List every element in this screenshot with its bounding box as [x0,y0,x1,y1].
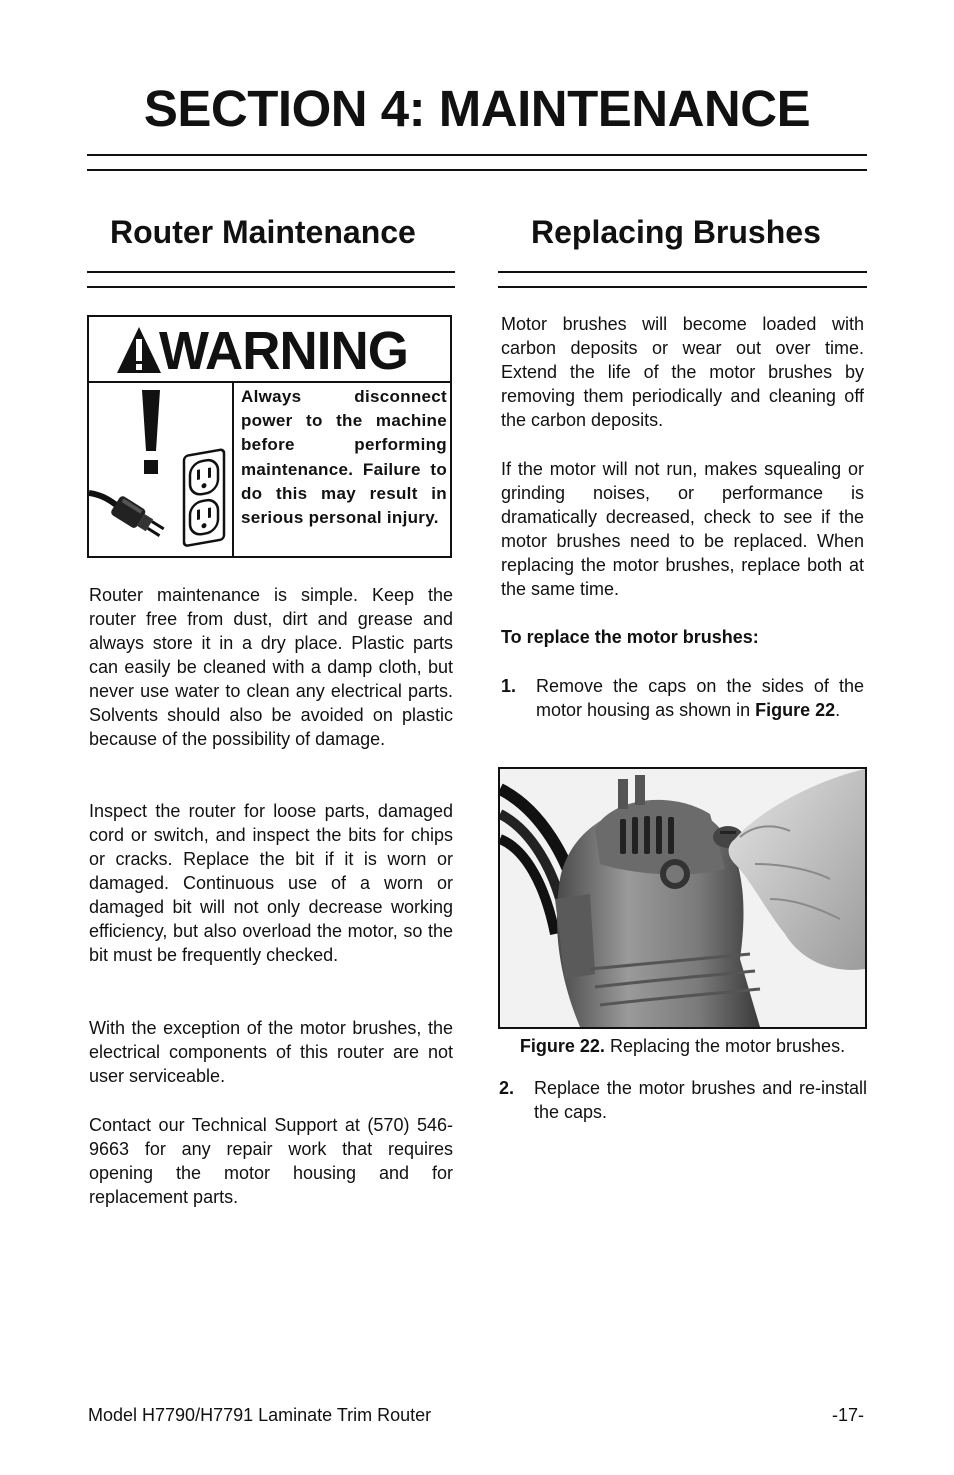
step-2-number: 2. [499,1078,515,1098]
figure-22-caption: Figure 22. Replacing the motor brushes. [519,1036,846,1056]
step-2 [499,1076,867,1124]
router-brush-photo [500,769,865,1027]
warning-triangle-icon [115,325,163,375]
unplug-power-icon [89,383,232,556]
figure-22-label: Figure 22. [519,1036,605,1056]
router-maintenance-heading: Router Maintenance [110,214,416,250]
title-rule-top [87,154,867,156]
figure-22-reference: Figure 22 [755,700,836,720]
warning-box [87,315,452,558]
step-1 [501,674,864,746]
figure-22-image [498,767,867,1029]
left-heading-rule-bottom [87,286,455,288]
warning-text: Always disconnect power to the machine before performing maintenance. Failure to do this may result in serious personal injury. [241,387,447,528]
footer-page-number: -17- [831,1405,864,1425]
footer-model: Model H7790/H7791 Laminate Trim Router [88,1405,432,1425]
procedure-heading: To replace the motor brushes: [501,627,759,647]
right-paragraph-2: If the motor will not run, makes squealing or grinding noises, or performance is dramatically decreased, check to see if the motor brushes need to be replaced. When replacing the motor brushes, replace both at the same time. [501,459,864,599]
step-2-text: Replace the motor brushes and re-install the caps. [534,1078,867,1122]
left-heading-rule-top [87,271,455,273]
section-title: SECTION 4: MAINTENANCE [143,80,811,137]
left-paragraph-3: With the exception of the motor brushes, the electrical components of this router are not user serviceable. [89,1018,453,1086]
step-1-text: Remove the caps on the sides of the motor housing as shown in Figure 22. [536,676,864,720]
left-paragraph-1: Router maintenance is simple. Keep the router free from dust, dirt and grease and always store it in a dry place. Plastic parts can easily be cleaned with a damp cloth, but never use water to clean any electrical parts. Solvents should also be avoided on plastic because of the possibility of damage. [89,585,453,749]
right-heading-rule-top [498,271,867,273]
left-paragraph-4: Contact our Technical Support at (570) 546-9663 for any repair work that requires opening the motor housing and for replacement parts. [89,1115,453,1207]
left-paragraph-2: Inspect the router for loose parts, damaged cord or switch, and inspect the bits for chips or cracks. Replace the bit if it is worn or damaged. Continuous use of a worn or damaged bit will not only decrease working efficiency, but also overload the motor, so the bit must be frequently checked. [89,801,453,965]
right-heading-rule-bottom [498,286,867,288]
right-paragraph-1: Motor brushes will become loaded with carbon deposits or wear out over time. Extend the life of the motor brushes by removing them periodically and cleaning off the carbon deposits. [501,314,864,430]
replacing-brushes-heading: Replacing Brushes [531,214,821,250]
step-1-number: 1. [501,676,517,696]
warning-label: WARNING [159,321,408,381]
title-rule-bottom [87,169,867,171]
warning-header [89,317,450,383]
unplug-illustration [89,383,234,558]
